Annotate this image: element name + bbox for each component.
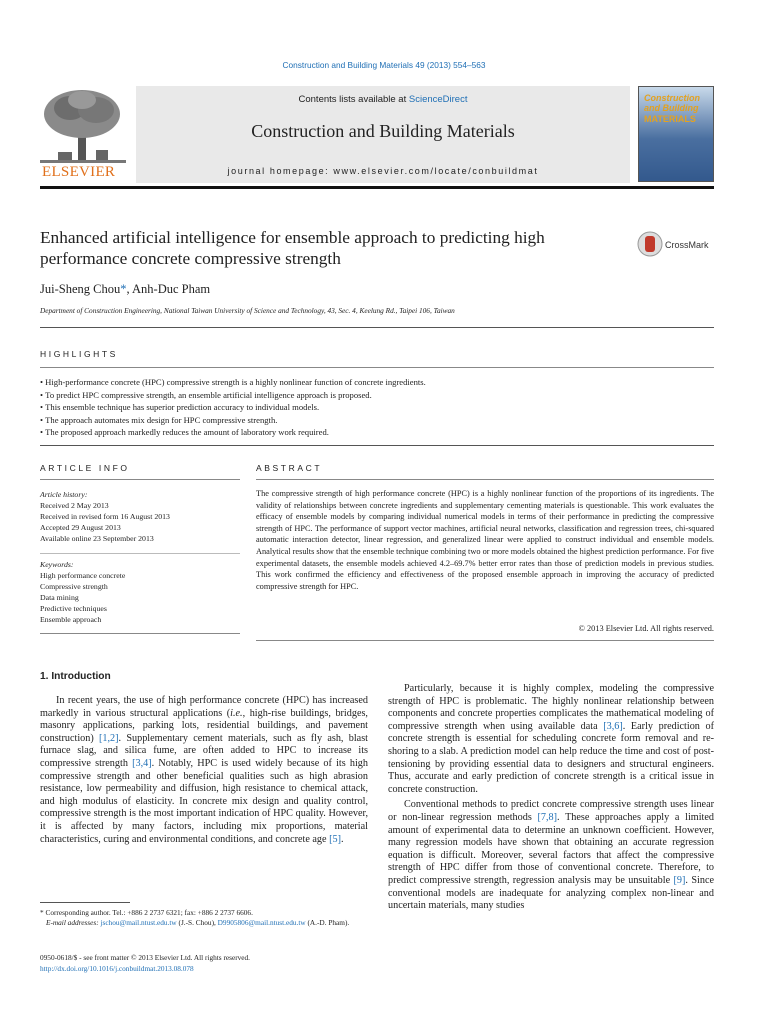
divider: [40, 553, 240, 554]
header-rule: [40, 186, 714, 189]
page-footer: [40, 953, 370, 974]
text-run: . Early prediction of concrete strength is essential for scheduling concrete form removal and re-shoring to a slab. A prediction model can help reduce the time and cost of post-tensioning by providing essential data to designers and structural engineers. Thus, accurate and early prediction of concrete strength is a critical issue in concrete construction.: [388, 720, 714, 795]
highlight-item: • To predict HPC compressive strength, an ensemble artificial intelligence approach is proposed.: [40, 389, 714, 402]
history-item: Accepted 29 August 2013: [40, 523, 121, 532]
divider: [256, 640, 714, 641]
abstract-text: The compressive strength of high performance concrete (HPC) is a highly nonlinear function of the proportions of its ingredients. The validity of relationships between concrete ingredients and supplementary cementing materials is questionable. This work evaluates the efficacy of ensemble models by comparing individual numerical models in terms of their performance in predicting the compressive strength of HPC. The performance of support vector machines, artificial neural networks, classification and regression trees, chi-squared automatic interaction detector, linear regression, and generalized linear were applied to construct individual and ensemble models. Analytical results show that the ensemble technique combining two or more models obtained the highest prediction performance. For five experimental datasets, the ensemble models achieved 4.2–69.7% better error rates than those of prediction models in previous studies. This work confirmed the efficiency and effectiveness of the proposed ensemble approach in improving the accuracy of predicted compressive strength for HPC.: [256, 489, 714, 591]
highlights-list: [40, 376, 714, 439]
divider: [40, 367, 714, 368]
text-run: Particularly, because it is highly complex, modeling the compressive strength of HPC is problematic. The highly nonlinear relationship between components and concrete properties complicates the mathematical modeling of compressive strength when using available data: [388, 683, 714, 732]
history-item: Received 2 May 2013: [40, 501, 109, 510]
divider: [40, 327, 714, 328]
article-info-heading: ARTICLE INFO: [40, 463, 130, 473]
footnote: [40, 908, 368, 929]
keyword-item: Predictive techniques: [40, 604, 107, 613]
abstract-heading: ABSTRACT: [256, 463, 323, 473]
divider: [40, 633, 240, 634]
issn-line: 0950-0618/$ - see front matter © 2013 Elsevier Ltd. All rights reserved.: [40, 953, 251, 962]
history-item: Available online 23 September 2013: [40, 534, 154, 543]
author-2: Anh-Duc Pham: [132, 282, 211, 296]
doi-link[interactable]: http://dx.doi.org/10.1016/j.conbuildmat.2013.08.078: [40, 963, 194, 973]
journal-title: Construction and Building Materials: [251, 121, 515, 141]
email-link[interactable]: jschou@mail.ntust.edu.tw: [100, 918, 177, 928]
sciencedirect-link[interactable]: ScienceDirect: [408, 94, 468, 105]
author-1: Jui-Sheng Chou: [40, 282, 121, 296]
highlight-item: • The approach automates mix design for HPC compressive strength.: [40, 414, 714, 427]
divider: [40, 445, 714, 446]
keyword-item: Compressive strength: [40, 582, 108, 591]
citation-link[interactable]: [9]: [673, 874, 686, 886]
text-run: Conventional methods to predict concrete compressive strength uses linear or non-linear regression methods: [388, 799, 714, 823]
crossmark-label: CrossMark: [665, 240, 709, 250]
text-run: . Notably, HPC is used widely because of its high compressive strength and other beneficial qualities such as high abrasion resistance, low permeability and diffusion, high resistance to chemical attack, and high modulus of elasticity. In concrete mix design and quality control, compressive strength is the most important indication of HPC quality. However, it is affected by many factors, including mix proportions, material characteristics, curing and environmental conditions, and concrete age: [40, 757, 368, 845]
copyright: © 2013 Elsevier Ltd. All rights reserved.: [578, 624, 714, 633]
citation-link[interactable]: [5]: [329, 833, 341, 845]
citation-link[interactable]: [1,2]: [99, 732, 119, 744]
email-owner: (A.-D. Pham).: [305, 918, 350, 928]
text-run: .: [341, 833, 344, 845]
journal-homepage[interactable]: journal homepage: www.elsevier.com/locate/conbuildmat: [227, 166, 539, 176]
citation-link[interactable]: [3,4]: [132, 757, 152, 769]
highlight-item: • This ensemble technique has superior prediction accuracy to individual models.: [40, 401, 714, 414]
divider: [40, 479, 240, 480]
citation-link[interactable]: [7,8]: [537, 811, 558, 823]
cover-title: [639, 93, 715, 113]
crossmark-icon: [637, 230, 715, 258]
footnote-rule: [40, 902, 130, 903]
keyword-item: Data mining: [40, 593, 79, 602]
authors: [40, 282, 210, 297]
footnote-text: Corresponding author. Tel.: +886 2 2737 6321; fax: +886 2 2737 6606.: [43, 908, 253, 917]
cover-title-line1: Construction: [644, 93, 700, 103]
article-history: [40, 489, 245, 544]
elsevier-wordmark: ELSEVIER: [42, 164, 116, 180]
body-column-right: [388, 683, 714, 916]
history-label: Article history:: [40, 490, 88, 499]
author-separator: ,: [126, 282, 133, 296]
journal-citation[interactable]: Construction and Building Materials 49 (2013) 554–563: [282, 60, 486, 70]
contents-line: [136, 94, 630, 105]
crossmark-badge[interactable]: [637, 230, 715, 258]
footnote-corresponding: [40, 908, 368, 918]
affiliation: Department of Construction Engineering, National Taiwan University of Science and Technology, 43, Sec. 4, Keelung Rd., Taipei 106, Taiwan: [40, 306, 455, 315]
cover-title-line3: MATERIALS: [644, 114, 696, 124]
highlights-heading: HIGHLIGHTS: [40, 349, 118, 359]
cover-title-line2: and Building: [644, 103, 699, 113]
keywords-label: Keywords:: [40, 560, 74, 569]
email-link[interactable]: D9905806@mail.ntust.edu.tw: [217, 918, 306, 928]
journal-cover-image: [638, 86, 714, 182]
keywords: [40, 559, 245, 625]
citation-link[interactable]: [3,6]: [603, 720, 623, 732]
footnote-mark: *: [40, 908, 44, 917]
footnote-emails: [40, 918, 368, 928]
text-run: In recent years, the use of high performance concrete (HPC) has increased markedly in various structural applications (: [40, 695, 368, 719]
keyword-item: Ensemble approach: [40, 615, 102, 624]
history-item: Received in revised form 16 August 2013: [40, 512, 170, 521]
paragraph: [40, 695, 368, 846]
body-column-left: [40, 695, 368, 849]
keyword-item: High performance concrete: [40, 571, 126, 580]
contents-prefix: Contents lists available at: [298, 94, 409, 105]
text-run: . These approaches apply a limited amount of experimental data to determine an unknown coefficient. However, many regression models have shown that obtaining an accurate regression equation is difficult. Moreover, several factors that affect the compressive strength of HPC differ from those of conventional concrete. Therefore, to predict compressive strength, regression analysis may be unsuitable: [388, 811, 714, 886]
section-heading: 1. Introduction: [40, 671, 111, 682]
highlight-item: • The proposed approach markedly reduces the amount of laboratory work required.: [40, 426, 714, 439]
text-run: i.e.: [230, 707, 243, 719]
text-run: , high-rise buildings, bridges, masonry applications, parking lots, residential buildings, and pavement construction): [40, 707, 368, 744]
divider: [256, 479, 714, 480]
text-run: . Since conventional models are inadequate for analyzing complex non-linear and uncertain materials, many studies: [388, 874, 715, 912]
corresponding-mark[interactable]: *: [120, 282, 127, 296]
text-run: . Supplementary cement materials, such as fly ash, blast furnace slag, and silica fume, are often added to HPC to increase its compressive strength: [40, 732, 368, 769]
tree-icon: [40, 86, 126, 166]
highlight-item: • High-performance concrete (HPC) compressive strength is a highly nonlinear function of concrete ingredients.: [40, 376, 714, 389]
email-owner: (J.-S. Chou),: [176, 918, 218, 928]
paragraph: [388, 683, 714, 796]
article-title: Enhanced artificial intelligence for ensemble approach to predicting high performance concrete compressive strength: [40, 228, 545, 268]
paragraph: [388, 799, 714, 912]
email-label: E-mail addresses:: [46, 918, 99, 928]
